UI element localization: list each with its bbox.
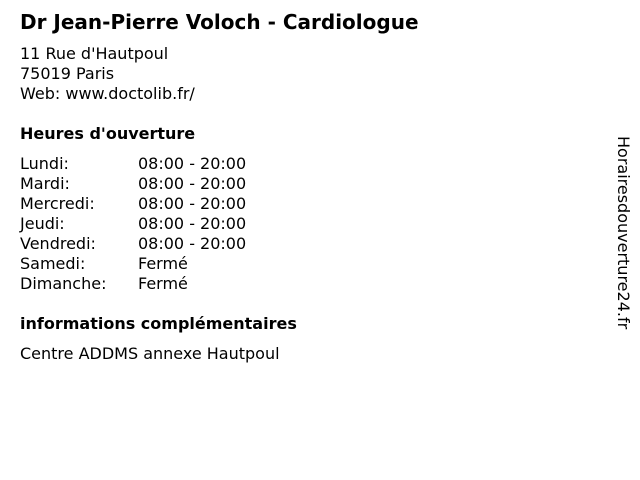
hours-time-value: 08:00 - 20:00: [138, 214, 247, 233]
opening-hours-heading: Heures d'ouverture: [20, 124, 196, 143]
website-label: Web:: [20, 84, 61, 103]
hours-day-label: Jeudi:: [20, 214, 65, 233]
address-block: [20, 44, 195, 104]
hours-time-value: Fermé: [138, 274, 188, 293]
hours-row-monday: [20, 154, 246, 174]
hours-row-friday: [20, 234, 246, 254]
hours-row-wednesday: [20, 194, 246, 214]
hours-time-value: 08:00 - 20:00: [138, 194, 247, 213]
hours-day-label: Samedi:: [20, 254, 86, 273]
hours-time-value: 08:00 - 20:00: [138, 234, 247, 253]
additional-info-text: Centre ADDMS annexe Hautpoul: [20, 344, 280, 363]
city-postcode: 75019 Paris: [20, 64, 115, 83]
hours-day-label: Mercredi:: [20, 194, 95, 213]
hours-row-tuesday: [20, 174, 246, 194]
website-line: [20, 84, 195, 104]
hours-time-value: 08:00 - 20:00: [138, 174, 247, 193]
hours-time-value: Fermé: [138, 254, 188, 273]
page-title: Dr Jean-Pierre Voloch - Cardiologue: [20, 10, 419, 34]
opening-hours-table: [20, 154, 246, 294]
hours-day-label: Dimanche:: [20, 274, 107, 293]
hours-row-saturday: [20, 254, 246, 274]
website-link[interactable]: www.doctolib.fr/: [65, 84, 195, 103]
additional-info-heading: informations complémentaires: [20, 314, 297, 333]
hours-day-label: Lundi:: [20, 154, 69, 173]
street-address: 11 Rue d'Hautpoul: [20, 44, 169, 63]
hours-row-sunday: [20, 274, 246, 294]
hours-day-label: Mardi:: [20, 174, 70, 193]
hours-day-label: Vendredi:: [20, 234, 96, 253]
hours-time-value: 08:00 - 20:00: [138, 154, 247, 173]
site-watermark: Horairesdouverture24.fr: [614, 136, 633, 330]
hours-row-thursday: [20, 214, 246, 234]
